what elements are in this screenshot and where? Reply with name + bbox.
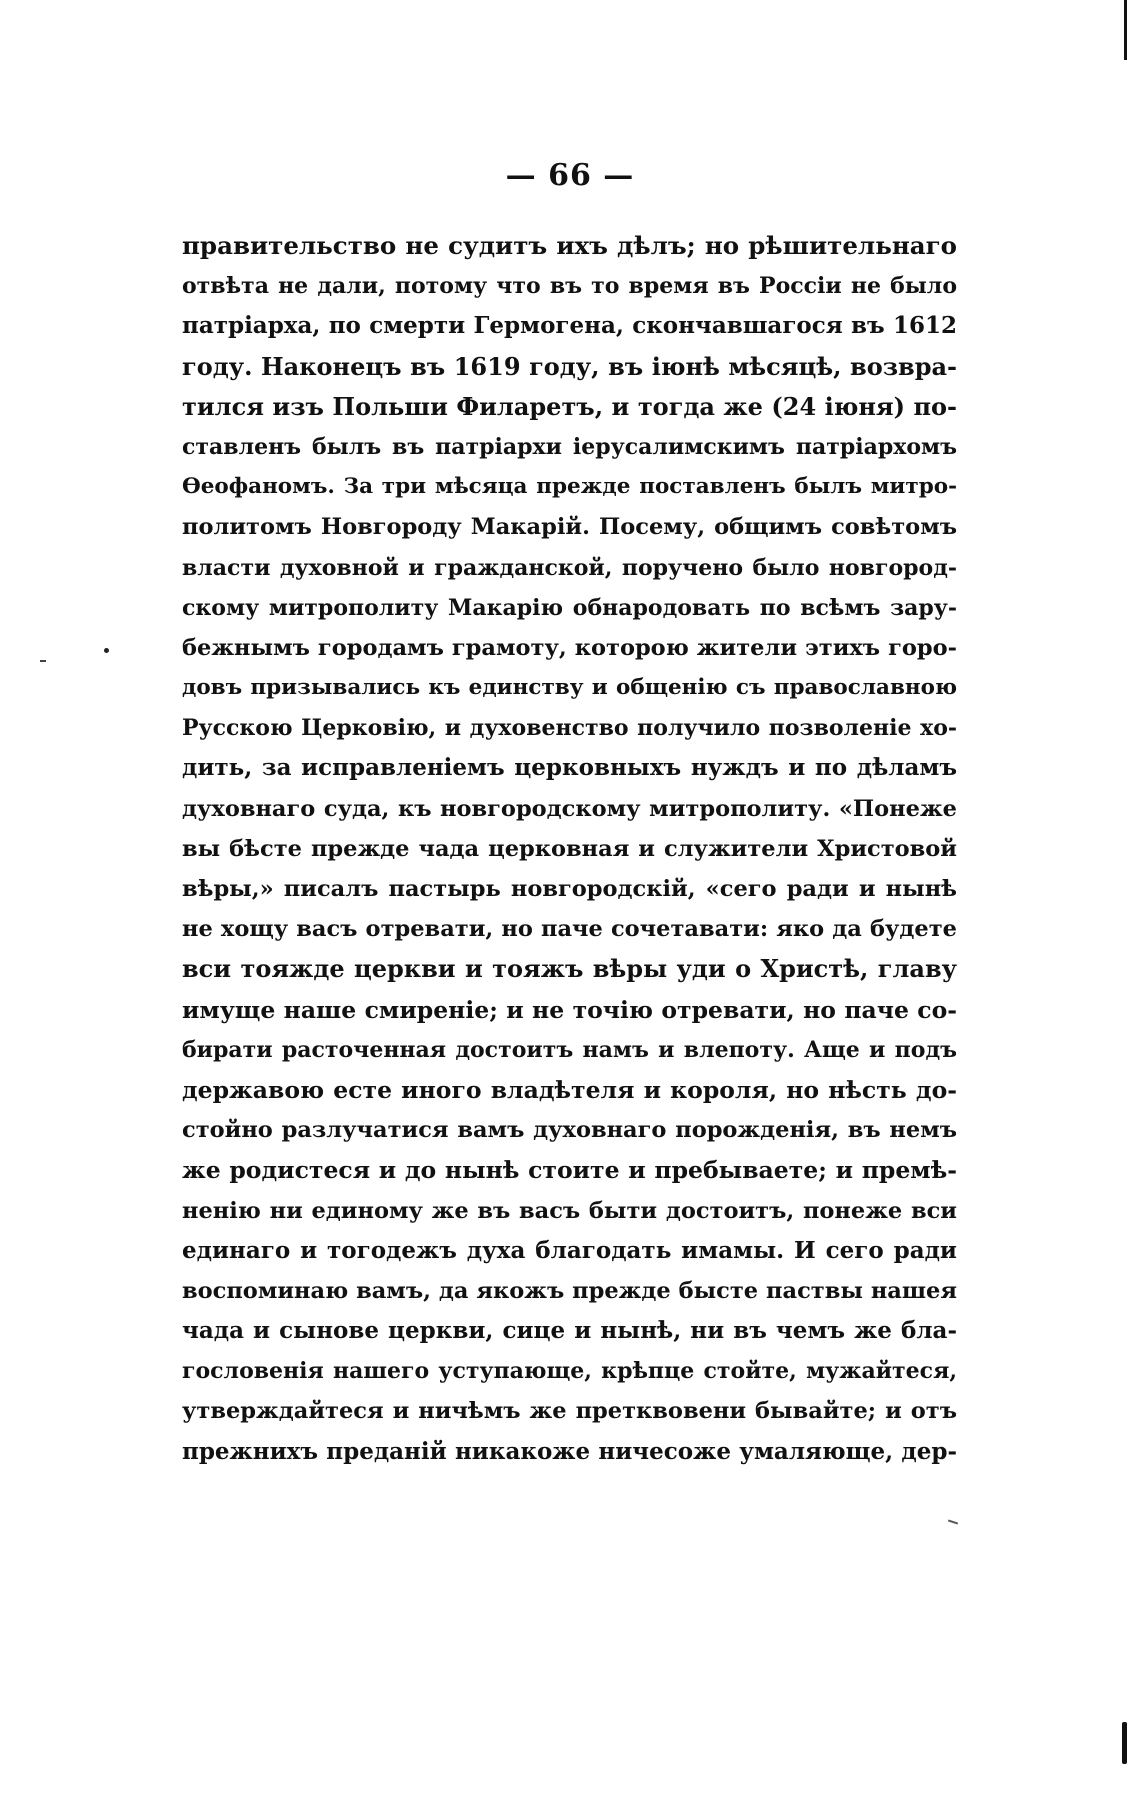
text-line: державою есте иного владѣтеля и короля, но нѣсть до- (182, 1075, 957, 1104)
text-line: правительство не судитъ ихъ дѣлъ; но рѣшительнаго (182, 231, 957, 260)
text-line: отвѣта не дали, потому что въ то время въ Россіи не было (182, 273, 957, 300)
page-number: — 66 — (505, 158, 635, 193)
text-line: же родистеся и до нынѣ стоите и пребываете; и премѣ- (182, 1156, 957, 1185)
scan-speck (104, 648, 109, 653)
text-line: утверждайтеся и ничѣмъ же претквовени бывайте; и отъ (182, 1398, 957, 1425)
text-line: бежнымъ городамъ грамоту, которою жители этихъ горо- (182, 634, 957, 661)
text-line: вы бѣсте прежде чада церковная и служители Христовой (182, 835, 957, 862)
text-line: духовнаго суда, къ новгородскому митрополиту. «Понеже (182, 795, 957, 822)
scan-edge-mark (1122, 1722, 1127, 1764)
text-line: чада и сынове церкви, сице и нынѣ, ни въ чемъ же бла- (182, 1317, 957, 1345)
text-line: воспоминаю вамъ, да якожъ прежде бысте паствы нашея (182, 1277, 957, 1304)
text-line: гословенія нашего уступающе, крѣпце стойте, мужайтеся, (182, 1358, 957, 1385)
text-line: вси тояжде церкви и тояжъ вѣры уди о Христѣ, главу (182, 954, 957, 984)
text-line: дить, за исправленіемъ церковныхъ нуждъ и по дѣламъ (182, 754, 957, 782)
text-line: имуще наше смиреніе; и не точію отревати, но паче со- (182, 995, 957, 1024)
scan-edge-mark (1124, 0, 1127, 60)
scan-speck (948, 1520, 958, 1525)
text-line: году. Наконецъ въ 1619 году, въ іюнѣ мѣсяцѣ, возвра- (182, 351, 957, 381)
text-line: довъ призывались къ единству и общенію съ православною (182, 675, 957, 701)
text-line: ненію ни единому же въ васъ быти достоитъ, понеже вси (182, 1197, 957, 1224)
text-line: тился изъ Польши Филаретъ, и тогда же (24 іюня) по- (182, 391, 957, 421)
text-line: ставленъ былъ въ патріархи іерусалимскимъ патріархомъ (182, 433, 957, 460)
text-line: бирати расточенная достоитъ намъ и влепоту. Аще и подъ (182, 1036, 957, 1063)
text-line: прежнихъ преданій никакоже ничесоже умаляюще, дер- (182, 1437, 957, 1465)
text-line: не хощу васъ отревати, но паче сочетавати: яко да будете (182, 916, 957, 943)
text-line: стойно разлучатися вамъ духовнаго порожденія, въ немъ (182, 1117, 957, 1144)
text-line: патріарха, по смерти Гермогена, скончавшагося въ 1612 (182, 312, 957, 340)
text-line: Русскою Церковію, и духовенство получило позволеніе хо- (182, 715, 957, 742)
body-text (182, 226, 957, 1472)
text-line: политомъ Новгороду Макарій. Посему, общимъ совѣтомъ (182, 514, 957, 541)
text-line: скому митрополиту Макарію обнародовать по всѣмъ зару- (182, 594, 957, 621)
text-line: Ѳеофаномъ. За три мѣсяца прежде поставленъ былъ митро- (182, 474, 957, 500)
text-line: власти духовной и гражданской, поручено было новгород- (182, 554, 957, 581)
scan-speck (40, 660, 46, 662)
text-line: единаго и тогодежъ духа благодать имамы. И сего ради (182, 1236, 957, 1264)
text-line: вѣры,» писалъ пастырь новгородскій, «сего ради и нынѣ (182, 876, 957, 902)
